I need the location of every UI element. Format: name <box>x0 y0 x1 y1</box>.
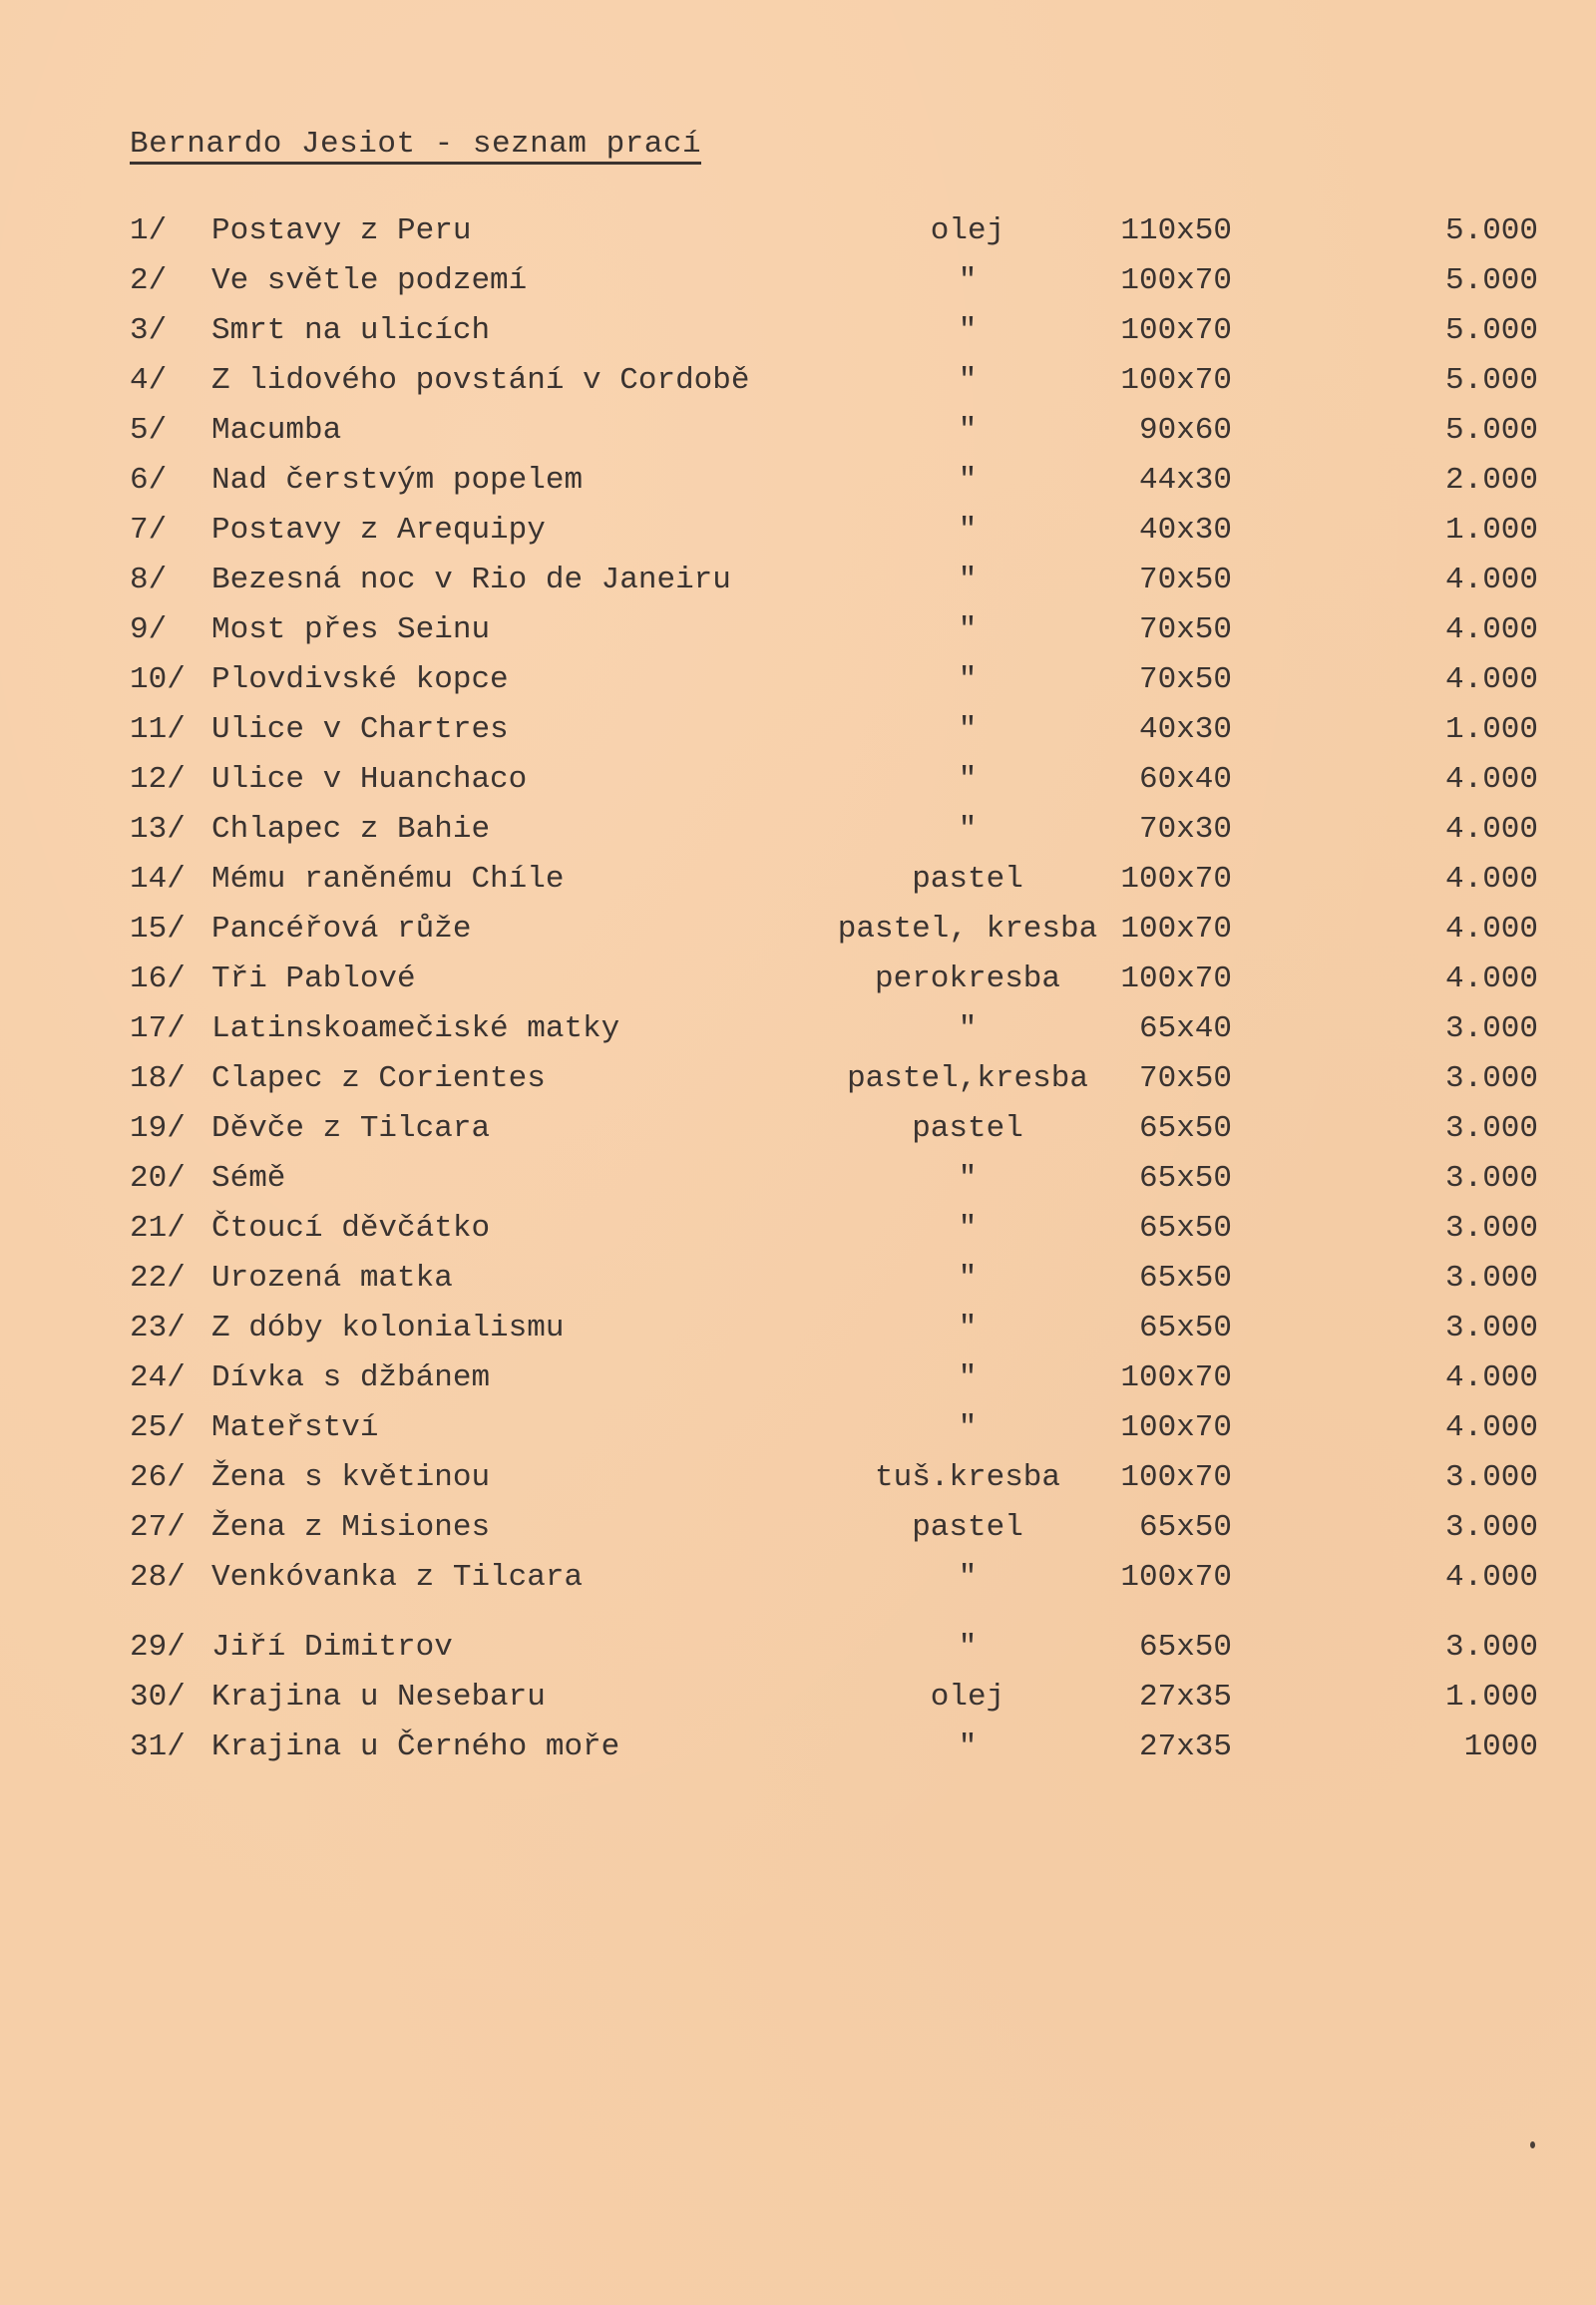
work-price: 1000 <box>1463 1729 1538 1764</box>
work-row <box>0 411 1596 451</box>
work-medium: tuš.kresba <box>874 1460 1061 1495</box>
work-price: 4.000 <box>1444 961 1538 996</box>
work-price: 5.000 <box>1444 413 1538 448</box>
work-number: 22/ <box>130 1261 186 1296</box>
work-title: Nad čerstvým popelem <box>211 463 584 498</box>
work-number: 21/ <box>130 1211 186 1246</box>
work-number: 25/ <box>130 1410 186 1445</box>
work-row <box>0 1259 1596 1299</box>
work-size: 65x50 <box>1138 1161 1232 1196</box>
work-number: 20/ <box>130 1161 186 1196</box>
work-medium: " <box>958 1011 978 1046</box>
work-price: 3.000 <box>1444 1061 1538 1096</box>
work-number: 29/ <box>130 1630 186 1665</box>
work-size: 65x50 <box>1138 1630 1232 1665</box>
work-size: 60x40 <box>1138 762 1232 797</box>
work-title: Postavy z Peru <box>211 213 472 248</box>
work-number: 6/ <box>130 463 168 498</box>
work-row <box>0 1358 1596 1398</box>
work-title: Žena s květinou <box>211 1460 491 1495</box>
work-title: Mateřství <box>211 1410 379 1445</box>
work-medium: " <box>958 1360 978 1395</box>
work-price: 4.000 <box>1444 912 1538 947</box>
work-number: 28/ <box>130 1560 186 1595</box>
work-medium: " <box>958 563 978 597</box>
work-row <box>0 1408 1596 1448</box>
work-medium: " <box>958 1261 978 1296</box>
work-price: 5.000 <box>1444 313 1538 348</box>
work-size: 70x50 <box>1138 563 1232 597</box>
work-medium: olej <box>930 213 1005 248</box>
work-row <box>0 810 1596 850</box>
work-row <box>0 511 1596 551</box>
work-price: 4.000 <box>1444 762 1538 797</box>
work-row <box>0 1458 1596 1498</box>
work-number: 16/ <box>130 961 186 996</box>
work-title: Bezesná noc v Rio de Janeiru <box>211 563 731 597</box>
work-price: 3.000 <box>1444 1630 1538 1665</box>
work-size: 90x60 <box>1138 413 1232 448</box>
work-medium: " <box>958 1729 978 1764</box>
work-medium: olej <box>930 1680 1005 1715</box>
work-number: 3/ <box>130 313 168 348</box>
work-medium: " <box>958 313 978 348</box>
work-price: 3.000 <box>1444 1510 1538 1545</box>
work-number: 4/ <box>130 363 168 398</box>
work-price: 3.000 <box>1444 1261 1538 1296</box>
work-row <box>0 261 1596 301</box>
work-medium: pastel <box>912 1111 1023 1146</box>
work-size: 70x50 <box>1138 1061 1232 1096</box>
work-price: 5.000 <box>1444 363 1538 398</box>
work-size: 100x70 <box>1120 912 1232 947</box>
work-title: Z dóby kolonialismu <box>211 1311 565 1345</box>
work-price: 3.000 <box>1444 1161 1538 1196</box>
work-size: 100x70 <box>1120 1460 1232 1495</box>
work-row <box>0 1059 1596 1099</box>
work-size: 100x70 <box>1120 263 1232 298</box>
work-size: 65x50 <box>1138 1261 1232 1296</box>
work-number: 18/ <box>130 1061 186 1096</box>
work-title: Ulice v Huanchaco <box>211 762 528 797</box>
work-row <box>0 1109 1596 1149</box>
work-medium: pastel,kresba <box>847 1061 1088 1096</box>
work-price: 3.000 <box>1444 1211 1538 1246</box>
work-row <box>0 211 1596 251</box>
work-title: Děvče z Tilcara <box>211 1111 491 1146</box>
work-title: Tři Pablové <box>211 961 416 996</box>
ink-speck <box>1530 2141 1535 2148</box>
work-size: 27x35 <box>1138 1729 1232 1764</box>
work-row <box>0 1558 1596 1598</box>
work-number: 8/ <box>130 563 168 597</box>
work-title: Macumba <box>211 413 342 448</box>
work-row <box>0 760 1596 800</box>
work-price: 5.000 <box>1444 263 1538 298</box>
document-title: Bernardo Jesiot - seznam prací <box>130 128 701 165</box>
work-number: 30/ <box>130 1680 186 1715</box>
work-title: Dívka s džbánem <box>211 1360 491 1395</box>
work-price: 3.000 <box>1444 1460 1538 1495</box>
work-size: 65x50 <box>1138 1311 1232 1345</box>
work-number: 7/ <box>130 513 168 548</box>
work-title: Venkóvanka z Tilcara <box>211 1560 584 1595</box>
work-row <box>0 710 1596 750</box>
work-price: 3.000 <box>1444 1311 1538 1345</box>
work-medium: " <box>958 762 978 797</box>
work-row <box>0 311 1596 351</box>
work-row <box>0 1628 1596 1668</box>
work-medium: pastel <box>912 1510 1023 1545</box>
work-number: 5/ <box>130 413 168 448</box>
work-title: Ulice v Chartres <box>211 712 509 747</box>
work-size: 100x70 <box>1120 862 1232 897</box>
work-price: 4.000 <box>1444 1410 1538 1445</box>
work-size: 65x50 <box>1138 1510 1232 1545</box>
work-medium: perokresba <box>874 961 1061 996</box>
work-title: Čtoucí děvčátko <box>211 1211 491 1246</box>
work-size: 70x50 <box>1138 612 1232 647</box>
work-price: 1.000 <box>1444 513 1538 548</box>
work-size: 100x70 <box>1120 1360 1232 1395</box>
work-number: 15/ <box>130 912 186 947</box>
work-size: 65x40 <box>1138 1011 1232 1046</box>
work-price: 2.000 <box>1444 463 1538 498</box>
work-medium: " <box>958 1410 978 1445</box>
work-medium: " <box>958 612 978 647</box>
work-title: Most přes Seinu <box>211 612 491 647</box>
work-medium: " <box>958 662 978 697</box>
work-row <box>0 1009 1596 1049</box>
work-medium: pastel, kresba <box>837 912 1098 947</box>
work-medium: " <box>958 712 978 747</box>
work-title: Žena z Misiones <box>211 1510 491 1545</box>
work-medium: " <box>958 463 978 498</box>
work-number: 9/ <box>130 612 168 647</box>
work-number: 1/ <box>130 213 168 248</box>
work-price: 3.000 <box>1444 1111 1538 1146</box>
work-size: 100x70 <box>1120 363 1232 398</box>
work-medium: " <box>958 1560 978 1595</box>
work-price: 4.000 <box>1444 662 1538 697</box>
work-row <box>0 1309 1596 1348</box>
work-number: 27/ <box>130 1510 186 1545</box>
work-title: Chlapec z Bahie <box>211 812 491 847</box>
work-number: 10/ <box>130 662 186 697</box>
work-price: 4.000 <box>1444 563 1538 597</box>
work-price: 5.000 <box>1444 213 1538 248</box>
work-title: Sémě <box>211 1161 286 1196</box>
work-title: Z lidového povstání v Cordobě <box>211 363 750 398</box>
work-title: Clapec z Corientes <box>211 1061 546 1096</box>
work-size: 27x35 <box>1138 1680 1232 1715</box>
work-row <box>0 910 1596 950</box>
work-row <box>0 960 1596 999</box>
work-number: 23/ <box>130 1311 186 1345</box>
work-row <box>0 1728 1596 1767</box>
work-title: Pancéřová růže <box>211 912 472 947</box>
work-medium: " <box>958 263 978 298</box>
work-size: 65x50 <box>1138 1111 1232 1146</box>
work-title: Jiří Dimitrov <box>211 1630 453 1665</box>
work-title: Postavy z Arequipy <box>211 513 546 548</box>
work-title: Urozená matka <box>211 1261 453 1296</box>
work-title: Latinskoamečiské matky <box>211 1011 620 1046</box>
work-number: 2/ <box>130 263 168 298</box>
work-size: 100x70 <box>1120 313 1232 348</box>
work-medium: " <box>958 1161 978 1196</box>
work-size: 100x70 <box>1120 1560 1232 1595</box>
work-medium: " <box>958 1211 978 1246</box>
work-row <box>0 561 1596 600</box>
work-price: 4.000 <box>1444 812 1538 847</box>
work-price: 4.000 <box>1444 1560 1538 1595</box>
work-medium: " <box>958 413 978 448</box>
work-price: 1.000 <box>1444 1680 1538 1715</box>
work-number: 12/ <box>130 762 186 797</box>
work-size: 110x50 <box>1120 213 1232 248</box>
work-size: 70x30 <box>1138 812 1232 847</box>
work-price: 4.000 <box>1444 1360 1538 1395</box>
work-title: Smrt na ulicích <box>211 313 491 348</box>
work-number: 31/ <box>130 1729 186 1764</box>
work-size: 40x30 <box>1138 712 1232 747</box>
work-size: 70x50 <box>1138 662 1232 697</box>
work-size: 40x30 <box>1138 513 1232 548</box>
work-number: 19/ <box>130 1111 186 1146</box>
work-row <box>0 1678 1596 1718</box>
work-row <box>0 461 1596 501</box>
work-number: 17/ <box>130 1011 186 1046</box>
work-title: Ve světle podzemí <box>211 263 528 298</box>
work-size: 100x70 <box>1120 1410 1232 1445</box>
work-medium: " <box>958 812 978 847</box>
work-number: 24/ <box>130 1360 186 1395</box>
work-number: 11/ <box>130 712 186 747</box>
work-price: 4.000 <box>1444 612 1538 647</box>
work-medium: " <box>958 513 978 548</box>
work-medium: pastel <box>912 862 1023 897</box>
work-medium: " <box>958 363 978 398</box>
work-number: 13/ <box>130 812 186 847</box>
work-medium: " <box>958 1311 978 1345</box>
work-medium: " <box>958 1630 978 1665</box>
work-row <box>0 660 1596 700</box>
work-title: Krajina u Černého moře <box>211 1729 620 1764</box>
work-price: 3.000 <box>1444 1011 1538 1046</box>
work-price: 1.000 <box>1444 712 1538 747</box>
work-row <box>0 610 1596 650</box>
work-number: 26/ <box>130 1460 186 1495</box>
work-row <box>0 860 1596 900</box>
work-row <box>0 1159 1596 1199</box>
work-row <box>0 361 1596 401</box>
work-size: 44x30 <box>1138 463 1232 498</box>
work-size: 100x70 <box>1120 961 1232 996</box>
work-size: 65x50 <box>1138 1211 1232 1246</box>
work-number: 14/ <box>130 862 186 897</box>
work-price: 4.000 <box>1444 862 1538 897</box>
work-row <box>0 1508 1596 1548</box>
work-title: Plovdivské kopce <box>211 662 509 697</box>
work-row <box>0 1209 1596 1249</box>
work-title: Krajina u Nesebaru <box>211 1680 546 1715</box>
work-title: Mému raněnému Chíle <box>211 862 565 897</box>
